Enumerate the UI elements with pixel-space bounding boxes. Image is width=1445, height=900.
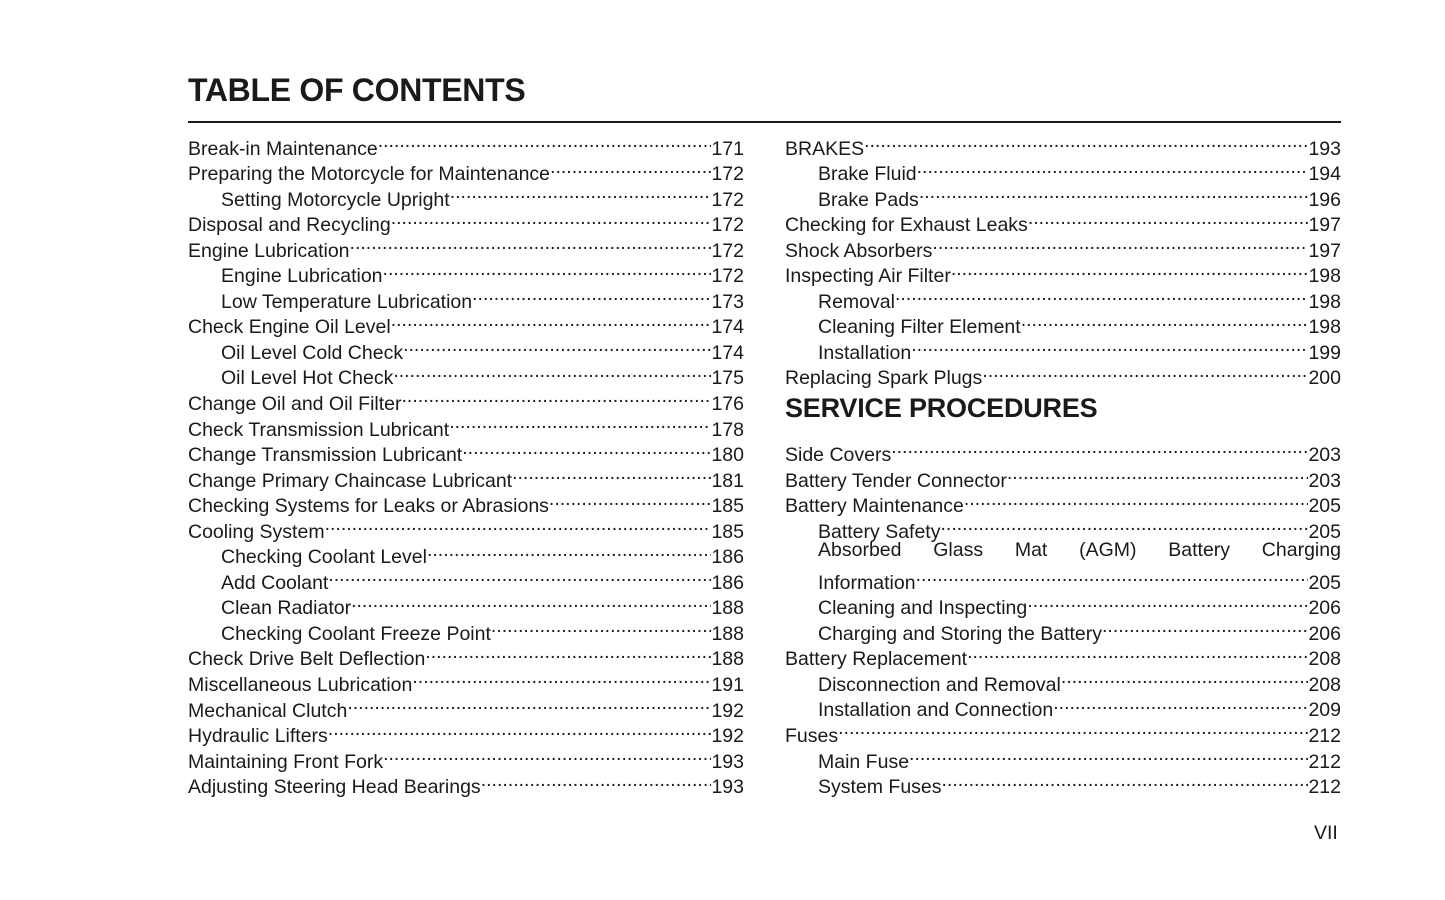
- toc-entry-label: Replacing Spark Plugs: [785, 367, 983, 390]
- toc-entry-page: 198: [1308, 316, 1341, 339]
- toc-entry-page: 200: [1308, 367, 1341, 390]
- toc-entry-word: (AGM): [1079, 538, 1137, 561]
- toc-entry-label: Add Coolant: [221, 571, 329, 594]
- toc-entry-word: Charging: [1261, 538, 1341, 561]
- toc-entry-label: Oil Level Hot Check: [221, 367, 394, 390]
- dot-leader: [1028, 206, 1309, 232]
- dot-leader: [481, 768, 712, 794]
- toc-entry-label: Change Transmission Lubricant: [188, 444, 463, 467]
- toc-entry-label: Disposal and Recycling: [188, 214, 391, 237]
- toc-entry-word: Mat: [1014, 538, 1048, 561]
- toc-entry-label: Check Transmission Lubricant: [188, 418, 450, 441]
- toc-entry-label: Engine Lubrication: [188, 239, 350, 262]
- dot-leader: [427, 538, 711, 564]
- toc-entry-page: 198: [1308, 290, 1341, 313]
- dot-leader: [391, 206, 712, 232]
- title-divider: [188, 121, 1341, 123]
- dot-leader: [549, 487, 712, 513]
- toc-entry-label: System Fuses: [818, 776, 942, 799]
- toc-entry-label: Disconnection and Removal: [818, 673, 1061, 696]
- dot-leader: [383, 257, 712, 283]
- toc-entry-label: Checking Coolant Level: [221, 546, 427, 569]
- dot-leader: [916, 563, 1309, 589]
- toc-right-column: [785, 129, 1341, 799]
- toc-entry-label: Battery Tender Connector: [785, 469, 1007, 492]
- page-number: VII: [1314, 822, 1338, 844]
- dot-leader: [393, 359, 711, 385]
- toc-entry-page: 205: [1308, 520, 1341, 543]
- toc-entry-page: 176: [711, 393, 744, 416]
- toc-entry-page: 212: [1308, 776, 1341, 799]
- toc-entry-label: Engine Lubrication: [221, 265, 383, 288]
- toc-entry[interactable]: [785, 129, 1341, 160]
- toc-entry-label: Battery Replacement: [785, 648, 968, 671]
- toc-entry-page: 198: [1308, 265, 1341, 288]
- dot-leader: [383, 742, 711, 768]
- toc-entry[interactable]: [785, 716, 1341, 748]
- dot-leader: [838, 716, 1308, 742]
- toc-entry-label: Side Covers: [785, 444, 892, 467]
- toc-entry-page: 192: [711, 699, 744, 722]
- toc-entry-label: Main Fuse: [818, 750, 910, 773]
- toc-entry-page: 171: [711, 137, 744, 160]
- dot-leader: [402, 384, 712, 410]
- toc-entry-agm-line1[interactable]: [785, 538, 1341, 564]
- toc-entry-label: Oil Level Cold Check: [221, 341, 404, 364]
- toc-entry-page: 197: [1308, 239, 1341, 262]
- toc-entry-page: 186: [711, 546, 744, 569]
- toc-entry-label: Installation and Connection: [818, 699, 1054, 722]
- dot-leader: [425, 640, 711, 666]
- dot-leader: [391, 308, 712, 334]
- dot-leader: [491, 614, 712, 640]
- toc-entry-label: Setting Motorcycle Upright: [221, 188, 450, 211]
- toc-entry-label: Mechanical Clutch: [188, 699, 348, 722]
- toc-entry-label: Break-in Maintenance: [188, 137, 378, 160]
- toc-entry-label: Brake Pads: [818, 188, 919, 211]
- toc-entry-page: 178: [711, 418, 744, 441]
- toc-entry-page: 185: [711, 520, 744, 543]
- toc-entry-agm-line2[interactable]: [785, 563, 1341, 594]
- toc-entry-label: Brake Fluid: [818, 163, 917, 186]
- toc-entry-page: 185: [711, 495, 744, 518]
- dot-leader: [942, 768, 1309, 794]
- toc-entry-page: 193: [1308, 137, 1341, 160]
- toc-entry-word: Glass: [933, 538, 984, 561]
- toc-entry-page: 188: [711, 648, 744, 671]
- dot-leader: [351, 589, 711, 615]
- toc-entry-label: Maintaining Front Fork: [188, 750, 384, 773]
- toc-entry[interactable]: [785, 742, 1341, 773]
- toc-entry-page: 193: [711, 750, 744, 773]
- toc-entry-label: Checking Coolant Freeze Point: [221, 622, 491, 645]
- dot-leader: [951, 257, 1309, 283]
- dot-leader: [895, 282, 1309, 308]
- toc-entry-word: Absorbed: [818, 538, 902, 561]
- toc-entry-page: 191: [711, 674, 744, 697]
- dot-leader: [982, 359, 1308, 385]
- dot-leader: [550, 155, 711, 181]
- toc-entry-page: 199: [1308, 341, 1341, 364]
- toc-left-column: [188, 129, 744, 799]
- dot-leader: [909, 742, 1308, 768]
- toc-entry-label: Adjusting Steering Head Bearings: [188, 776, 481, 799]
- toc-entry-page: 180: [711, 444, 744, 467]
- toc-entry-page: 209: [1308, 699, 1341, 722]
- toc-entry-label: Clean Radiator: [221, 597, 352, 620]
- toc-entry[interactable]: [785, 155, 1341, 186]
- dot-leader: [1021, 308, 1309, 334]
- toc-entry-page: 173: [711, 290, 744, 313]
- toc-entry-label: Charging and Storing the Battery: [818, 622, 1103, 645]
- dot-leader: [378, 129, 712, 155]
- toc-entry[interactable]: [188, 129, 744, 160]
- dot-leader: [347, 691, 711, 717]
- toc-entry-label: Low Temperature Lubrication: [221, 290, 473, 313]
- toc-entry-label: Battery Maintenance: [785, 495, 964, 518]
- dot-leader: [449, 410, 711, 436]
- toc-entry-label: Check Engine Oil Level: [188, 316, 391, 339]
- dot-leader: [512, 461, 711, 487]
- toc-entry-page: 212: [1308, 750, 1341, 773]
- toc-entry-page: 212: [1308, 725, 1341, 748]
- toc-entry-label: Checking Systems for Leaks or Abrasions: [188, 495, 549, 518]
- dot-leader: [325, 512, 712, 538]
- toc-entry-page: 172: [711, 214, 744, 237]
- dot-leader: [964, 487, 1309, 513]
- toc-entry[interactable]: [785, 435, 1341, 467]
- toc-entry-page: 206: [1308, 597, 1341, 620]
- toc-entry-word: Battery: [1168, 538, 1231, 561]
- dot-leader: [864, 129, 1308, 155]
- toc-entry-label: Checking for Exhaust Leaks: [785, 214, 1028, 237]
- toc-entry-label: Check Drive Belt Deflection: [188, 648, 426, 671]
- toc-entry-page: 205: [1308, 495, 1341, 518]
- toc-entry-page: 186: [711, 571, 744, 594]
- toc-entry-page: 188: [711, 622, 744, 645]
- toc-entry-page: 208: [1308, 648, 1341, 671]
- toc-entry-label: Hydraulic Lifters: [188, 725, 328, 748]
- toc-entry-label: Shock Absorbers: [785, 239, 933, 262]
- dot-leader: [350, 231, 712, 257]
- toc-entry-label: Fuses: [785, 725, 839, 748]
- dot-leader: [328, 563, 711, 589]
- dot-leader: [919, 180, 1309, 206]
- toc-entry-page: 197: [1308, 214, 1341, 237]
- toc-entry-label: Inspecting Air Filter: [785, 265, 951, 288]
- dot-leader: [472, 282, 711, 308]
- dot-leader: [940, 512, 1308, 538]
- toc-entry-page: 193: [711, 776, 744, 799]
- dot-leader: [1007, 461, 1309, 487]
- page-title: TABLE OF CONTENTS: [188, 72, 526, 108]
- dot-leader: [403, 333, 711, 359]
- toc-entry-label: BRAKES: [785, 137, 865, 160]
- toc-entry-page: 172: [711, 239, 744, 262]
- dot-leader: [328, 717, 712, 743]
- toc-entry-page: 208: [1308, 673, 1341, 696]
- toc-entry-label: Cooling System: [188, 520, 325, 543]
- toc-entry-label: Information: [818, 571, 916, 594]
- dot-leader: [917, 155, 1309, 181]
- toc-entry-page: 192: [711, 725, 744, 748]
- dot-leader: [911, 333, 1308, 359]
- toc-entry-page: 172: [711, 163, 744, 186]
- dot-leader: [1027, 589, 1308, 615]
- section-heading-service-procedures: SERVICE PROCEDURES: [785, 393, 1098, 424]
- toc-entry-page: 196: [1308, 188, 1341, 211]
- dot-leader: [1061, 665, 1309, 691]
- dot-leader: [932, 231, 1308, 257]
- dot-leader: [450, 180, 712, 206]
- toc-entry-page: 205: [1308, 571, 1341, 594]
- toc-entry-label: Battery Safety: [818, 520, 941, 543]
- toc-entry-page: 194: [1308, 163, 1341, 186]
- dot-leader: [1053, 691, 1308, 717]
- toc-entry-page: 172: [711, 188, 744, 211]
- toc-entry-label: Installation: [818, 341, 912, 364]
- toc-entry-page: 203: [1308, 469, 1341, 492]
- toc-entry-page: 203: [1308, 444, 1341, 467]
- toc-entry-label: Preparing the Motorcycle for Maintenance: [188, 163, 551, 186]
- dot-leader: [1102, 614, 1308, 640]
- toc-entry-page: 206: [1308, 622, 1341, 645]
- toc-entry-page: 174: [711, 341, 744, 364]
- toc-entry-label: Miscellaneous Lubrication: [188, 674, 413, 697]
- dot-leader: [891, 435, 1308, 461]
- toc-entry-label: Change Oil and Oil Filter: [188, 393, 402, 416]
- toc-entry-label: Change Primary Chaincase Lubricant: [188, 469, 513, 492]
- toc-entry-page: 172: [711, 265, 744, 288]
- dot-leader: [462, 436, 711, 462]
- toc-entry-label: Cleaning and Inspecting: [818, 597, 1028, 620]
- toc-entry-page: 181: [711, 469, 744, 492]
- toc-entry-label: Removal: [818, 290, 895, 313]
- toc-entry-page: 175: [711, 367, 744, 390]
- toc-entry-label: Cleaning Filter Element: [818, 316, 1021, 339]
- toc-entry-page: 188: [711, 597, 744, 620]
- toc-entry-page: 174: [711, 316, 744, 339]
- dot-leader: [412, 665, 711, 691]
- dot-leader: [967, 640, 1308, 666]
